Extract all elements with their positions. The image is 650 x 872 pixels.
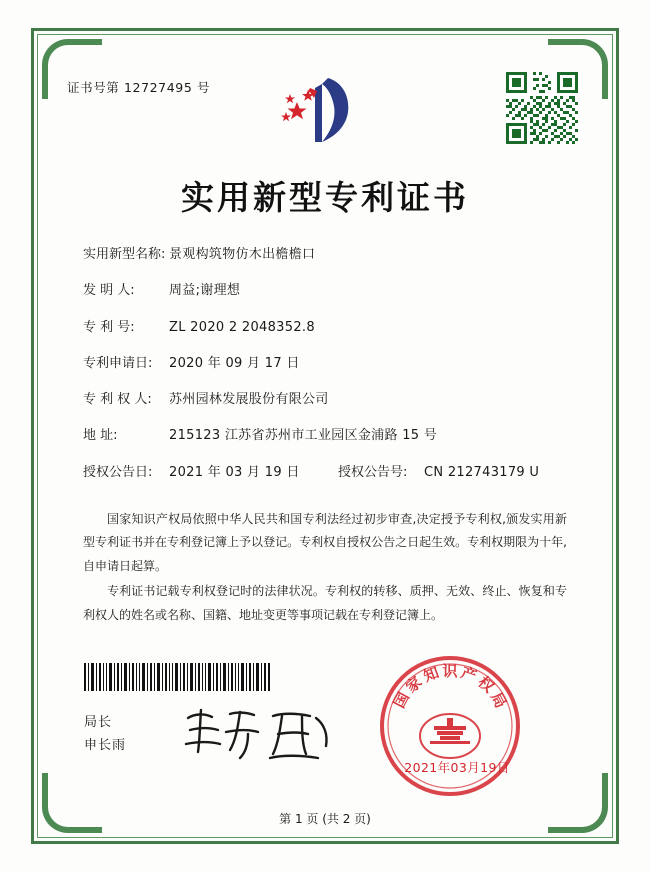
svg-text:家: 家	[402, 672, 426, 697]
field-value-name: 景观构筑物仿木出檐檐口	[169, 247, 316, 262]
legal-paragraph-2: 专利证书记载专利权登记时的法律状况。专利权的转移、质押、无效、终止、恢复和专利权人的姓名或名称、国籍、地址变更等事项记载在专利登记簿上。	[83, 584, 567, 622]
field-row-application-date	[83, 354, 573, 375]
field-row-address	[83, 426, 573, 447]
svg-text:国: 国	[389, 689, 413, 712]
page-title: 实用新型专利证书	[181, 178, 469, 217]
field-label-application-date: 专利申请日:	[83, 355, 153, 371]
svg-text:识: 识	[442, 662, 458, 680]
certificate-number: 证书号第 12727495 号	[67, 80, 211, 95]
field-label-grant-publication-number: 授权公告号:	[338, 464, 408, 480]
director-name: 申长雨	[84, 737, 127, 753]
field-row-inventor	[83, 281, 573, 302]
field-value-inventor: 周益;谢理想	[169, 283, 241, 299]
field-value-patent-number: ZL 2020 2 2048352.8	[169, 319, 315, 335]
signature-block	[84, 712, 126, 758]
page-footer: 第 1 页 (共 2 页)	[279, 812, 371, 826]
director-label: 局长	[84, 715, 113, 730]
handwritten-signature-icon	[178, 700, 338, 770]
legal-paragraph-1: 国家知识产权局依照中华人民共和国专利法经过初步审查,决定授予专利权,颁发实用新型专利证书并在专利登记簿上予以登记。专利权自授权公告之日起生效。专利权期限为十年,自申请日起算。	[83, 512, 567, 573]
qr-code-icon	[506, 72, 578, 144]
field-value-grant-publication-number: CN 212743179 U	[424, 464, 540, 480]
seal-date: 2021年03月19日	[404, 760, 510, 775]
field-row-name	[83, 245, 573, 266]
field-label-patentee: 专 利 权 人:	[83, 392, 152, 408]
svg-text:知: 知	[421, 663, 442, 686]
field-label-patent-number: 专 利 号:	[83, 319, 135, 335]
svg-text:局: 局	[487, 689, 511, 712]
field-value-address: 215123 江苏省苏州市工业园区金浦路 15 号	[169, 428, 438, 444]
cnipa-logo-icon	[270, 74, 375, 146]
field-grant-publication-number	[338, 463, 573, 484]
field-label-address: 地 址:	[83, 428, 118, 444]
field-label-name: 实用新型名称:	[83, 247, 166, 262]
field-value-grant-date: 2021 年 03 月 19 日	[169, 464, 300, 480]
field-row-patent-number	[83, 318, 573, 339]
field-value-patentee: 苏州园林发展股份有限公司	[169, 392, 329, 408]
barcode-icon	[84, 663, 270, 691]
field-list	[83, 245, 573, 484]
field-row-grant	[83, 463, 573, 484]
field-row-patentee	[83, 390, 573, 411]
svg-text:产: 产	[458, 663, 479, 686]
field-label-inventor: 发 明 人:	[83, 283, 135, 299]
field-label-grant-date: 授权公告日:	[83, 464, 153, 480]
official-red-seal-icon	[376, 652, 524, 800]
legal-text	[83, 508, 567, 629]
field-grant-date	[83, 463, 338, 484]
field-value-application-date: 2020 年 09 月 17 日	[169, 355, 300, 371]
svg-text:权: 权	[474, 672, 498, 697]
